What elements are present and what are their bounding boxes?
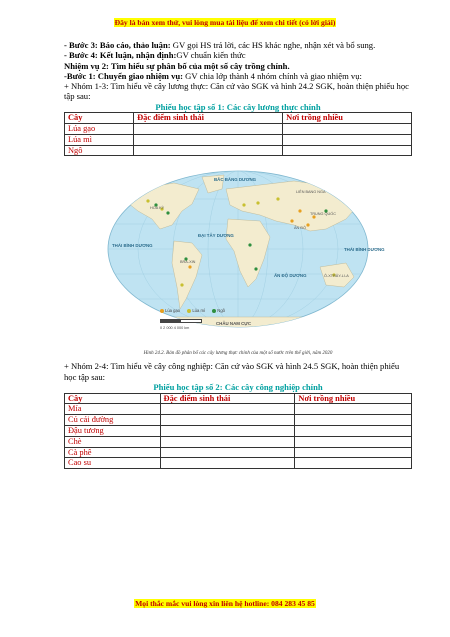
legend-label: Ngô (217, 308, 225, 314)
table-row (65, 425, 412, 436)
legend-item (160, 306, 180, 316)
plant-cell: Mía (65, 404, 161, 415)
column-header: Cây (65, 113, 134, 124)
country-label: Ô-XTRÂY-LI-A (324, 274, 349, 279)
step3-heading: - Bước 3: Báo cáo, thảo luận: (64, 40, 171, 50)
column-header: Đặc điểm sinh thái (134, 113, 283, 124)
hotline-banner-text: Mọi thắc mắc vui lòng xin liên hệ hotline: 084 283 45 85 (135, 599, 315, 608)
group24-paragraph: + Nhóm 2-4: Tìm hiểu về cây công nghiệp: Căn cứ vào SGK và hình 24.5 SGK, hoàn thiện phiếu học tập sau: (64, 361, 400, 382)
group13-paragraph: + Nhóm 1-3: Tìm hiểu về cây lương thực: Căn cứ vào SGK và hình 24.2 SGK, hoàn thiện phiếu học tập sau: (64, 81, 409, 102)
empty-cell[interactable] (295, 425, 412, 436)
step4-paragraph (64, 50, 412, 60)
country-label: HOA KỲ (150, 206, 165, 211)
ocean-label: ẤN ĐỘ DƯƠNG (274, 273, 307, 279)
worksheet1-title: Phiếu học tập số 1: Các cây lương thực chính (155, 101, 321, 112)
country-label: BRA-XIN (180, 260, 196, 265)
task2-heading-text: Nhiệm vụ 2: Tìm hiểu sự phân bố của một số cây trồng chính. (64, 60, 290, 71)
table-header-row (65, 113, 412, 124)
empty-cell[interactable] (283, 124, 412, 135)
step1-text: GV chia lớp thành 4 nhóm chính và giao nhiệm vụ: (183, 70, 362, 81)
plant-cell: Cà phê (65, 447, 161, 458)
column-header: Cây (65, 393, 161, 404)
scale-label: 0 2 000 4 000 km (160, 326, 190, 331)
wheat-symbol-icon (187, 309, 191, 313)
empty-cell[interactable] (160, 425, 295, 436)
empty-cell[interactable] (295, 404, 412, 415)
plant-cell: Ngô (65, 145, 134, 156)
corn-symbol-icon (212, 309, 216, 313)
empty-cell[interactable] (160, 447, 295, 458)
region-label: CHÂU NAM CỰC (216, 321, 252, 327)
table-row (65, 145, 412, 156)
ocean-label: THÁI BÌNH DƯƠNG (112, 243, 153, 249)
empty-cell[interactable] (134, 134, 283, 145)
table-row (65, 436, 412, 447)
plant-cell: Đậu tương (65, 425, 161, 436)
empty-cell[interactable] (283, 134, 412, 145)
legend-label: Lúa mì (192, 308, 206, 314)
empty-cell[interactable] (283, 145, 412, 156)
table-row (65, 415, 412, 426)
hotline-banner (0, 599, 450, 608)
country-label: TRUNG QUỐC (310, 212, 336, 217)
empty-cell[interactable] (295, 458, 412, 469)
document-body (64, 40, 412, 469)
plant-cell: Cao su (65, 458, 161, 469)
map-caption: Hình 24.2. Bản đồ phân bố các cây lương thực chính của một số nước trên thế giới, năm 2020 (143, 351, 333, 357)
worksheet1-table (64, 112, 412, 156)
country-label: ẤN ĐỘ (294, 226, 307, 231)
empty-cell[interactable] (160, 415, 295, 426)
empty-cell[interactable] (134, 124, 283, 135)
table-row (65, 458, 412, 469)
task2-heading (64, 61, 412, 71)
empty-cell[interactable] (160, 404, 295, 415)
plant-cell: Lúa gạo (65, 124, 134, 135)
step3-paragraph (64, 40, 412, 50)
table-header-row (65, 393, 412, 404)
empty-cell[interactable] (160, 436, 295, 447)
empty-cell[interactable] (160, 458, 295, 469)
map-scale (160, 319, 202, 333)
country-label: LIÊN BANG NGA (296, 190, 326, 195)
world-map-image (64, 159, 412, 349)
empty-cell[interactable] (295, 447, 412, 458)
step1-paragraph (64, 71, 412, 81)
step4-heading: - Bước 4: Kết luận, nhận định: (64, 50, 177, 61)
empty-cell[interactable] (295, 415, 412, 426)
legend-item (212, 306, 225, 316)
table-row (65, 404, 412, 415)
rice-symbol-icon (160, 309, 164, 313)
ocean-label: THÁI BÌNH DƯƠNG (344, 247, 385, 253)
preview-banner-text: Đây là bản xem thử, vui lòng mua tài liệu để xem chi tiết (có lời giải) (114, 18, 336, 27)
plant-cell: Củ cải đường (65, 415, 161, 426)
step3-text: GV gọi HS trả lời, các HS khác nghe, nhận xét và bổ sung. (170, 40, 376, 50)
world-crop-map (64, 159, 412, 349)
preview-banner (0, 18, 450, 27)
worksheet2-table (64, 393, 412, 470)
legend-item (187, 306, 205, 316)
legend-label: Lúa gạo (165, 308, 181, 314)
column-header: Nơi trồng nhiều (283, 113, 412, 124)
empty-cell[interactable] (295, 436, 412, 447)
ocean-label: ĐẠI TÂY DƯƠNG (198, 233, 234, 239)
column-header: Nơi trồng nhiều (295, 393, 412, 404)
step4-text: GV chuẩn kiến thức (176, 50, 246, 61)
plant-cell: Lúa mì (65, 134, 134, 145)
worksheet2-title: Phiếu học tập số 2: Các cây công nghiệp chính (153, 382, 323, 393)
table-row (65, 124, 412, 135)
ocean-label: BẮC BĂNG DƯƠNG (214, 177, 257, 183)
empty-cell[interactable] (134, 145, 283, 156)
map-legend (160, 306, 231, 316)
table-row (65, 447, 412, 458)
table-row (65, 134, 412, 145)
column-header: Đặc điểm sinh thái (160, 393, 295, 404)
step1-heading: -Bước 1: Chuyển giao nhiệm vụ: (64, 70, 184, 81)
plant-cell: Chè (65, 436, 161, 447)
